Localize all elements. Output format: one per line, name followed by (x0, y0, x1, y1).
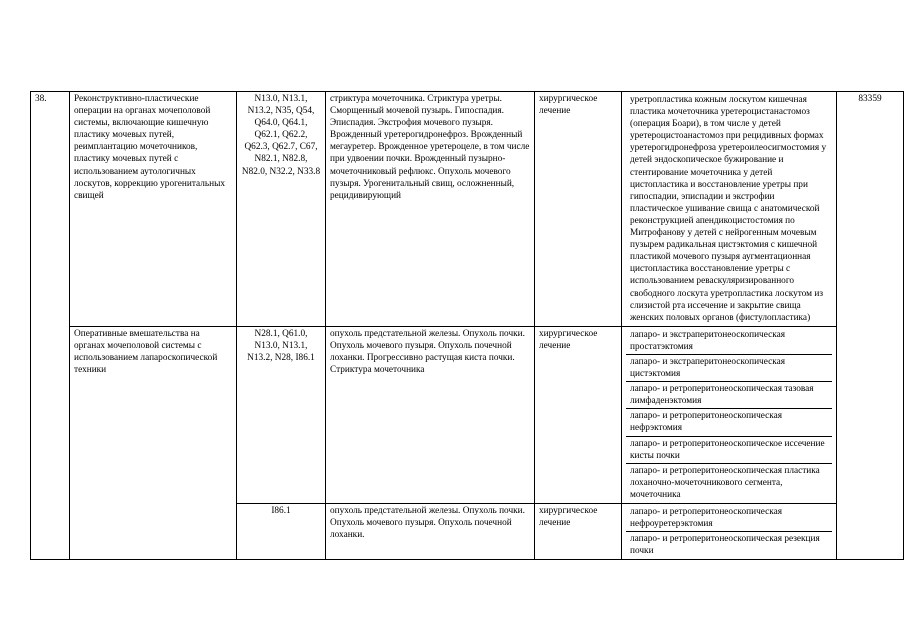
table-row (31, 92, 904, 327)
method-item: лапаро- и ретроперитонеоскопическое иссечение кисты почки (626, 436, 832, 463)
treatment-methods (622, 326, 837, 503)
icd-codes: I86.1 (237, 504, 326, 560)
procedures-table (30, 91, 904, 560)
patient-model: стриктура мочеточника. Стриктура уретры. Сморщенный мочевой пузырь. Гипоспадия. Эписпадия. Экстрофия мочевого пузыря. Врожденный уретерогидронефроз. Врожденный мегауретер. Врожденное уретероцеле, в том числе при удвоении почки. Врожденный пузырно-мочеточниковый рефлюкс. Опухоль мочевого пузыря. Урогенитальный свищ, осложненный, рецидивирующий (326, 92, 535, 327)
row-number: 38. (31, 92, 70, 560)
icd-codes: N28.1, Q61.0, N13.0, N13.1, N13.2, N28, I86.1 (237, 326, 326, 503)
norm-cost: 83359 (837, 92, 904, 560)
procedure-group-name: Оперативные вмешательства на органах мочеполовой системы с использованием лапароскопической техники (70, 326, 237, 560)
treatment-methods (622, 504, 837, 560)
method-item: лапаро- и экстраперитонеоскопическая простатэктомия (630, 329, 785, 352)
patient-model: опухоль предстательной железы. Опухоль почки. Опухоль мочевого пузыря. Опухоль почечной лоханки. (326, 504, 535, 560)
method-text: уретропластика кожным лоскутом кишечная пластика мочеточника уретероцистанастомоз (операция Боари), в том числе у детей уретероцистоанастомоз при рецидивных формах уретерогидронефроза уретероилеосигмостомия у детей эндоскопическое бужирование и стентирование мочеточника у детей цистопластика и восстановление уретры при гипоспадии, эписпадии и экстрофии пластическое ушивание свища с анатомической реконструкцией апендикоцистостомия по Митрофанову у детей с нейрогенным мочевым пузырем радикальная цистэктомия с кишечной пластикой мочевого пузыря аугментационная цистопластика восстановление уретры с использованием реваскуляризированного свободного лоскута уретропластика лоскутом из слизистой рта иссечение и закрытие свища женских половых органов (фистулопластика) (630, 95, 827, 323)
treatment-type: хирургическое лечение (535, 326, 622, 503)
method-item: лапаро- и ретроперитонеоскопическая резекция почки (626, 531, 832, 558)
icd-codes: N13.0, N13.1, N13.2, N35, Q54, Q64.0, Q64.1, Q62.1, Q62.2, Q62.3, Q62.7, C67, N82.1, N82.8, N82.0, N32.2, N33.8 (237, 92, 326, 327)
method-item: лапаро- и ретроперитонеоскопическая пластика лоханочно-мочеточникового сегмента, мочеточника (626, 463, 832, 502)
treatment-type: хирургическое лечение (535, 504, 622, 560)
method-item: лапаро- и экстраперитонеоскопическая цистэктомия (626, 354, 832, 381)
method-item: лапаро- и ретроперитонеоскопическая тазовая лимфаденэктомия (626, 381, 832, 408)
patient-model: опухоль предстательной железы. Опухоль почки. Опухоль мочевого пузыря. Опухоль почечной лоханки. Прогрессивно растущая киста почки. Стриктура мочеточника (326, 326, 535, 503)
method-item: лапаро- и ретроперитонеоскопическая нефрэктомия (626, 408, 832, 435)
treatment-type: хирургическое лечение (535, 92, 622, 327)
method-item: лапаро- и ретроперитонеоскопическая нефроуретерэктомия (630, 507, 783, 530)
treatment-methods (622, 92, 837, 327)
procedure-group-name: Реконструктивно-пластические операции на органах мочеполовой системы, включающие кишечную пластику мочевых путей, реимплантацию мочеточников, пластику мочевых путей с использованием аутологичных лоскутов, коррекцию урогенитальных свищей (70, 92, 237, 327)
table-row (31, 326, 904, 503)
